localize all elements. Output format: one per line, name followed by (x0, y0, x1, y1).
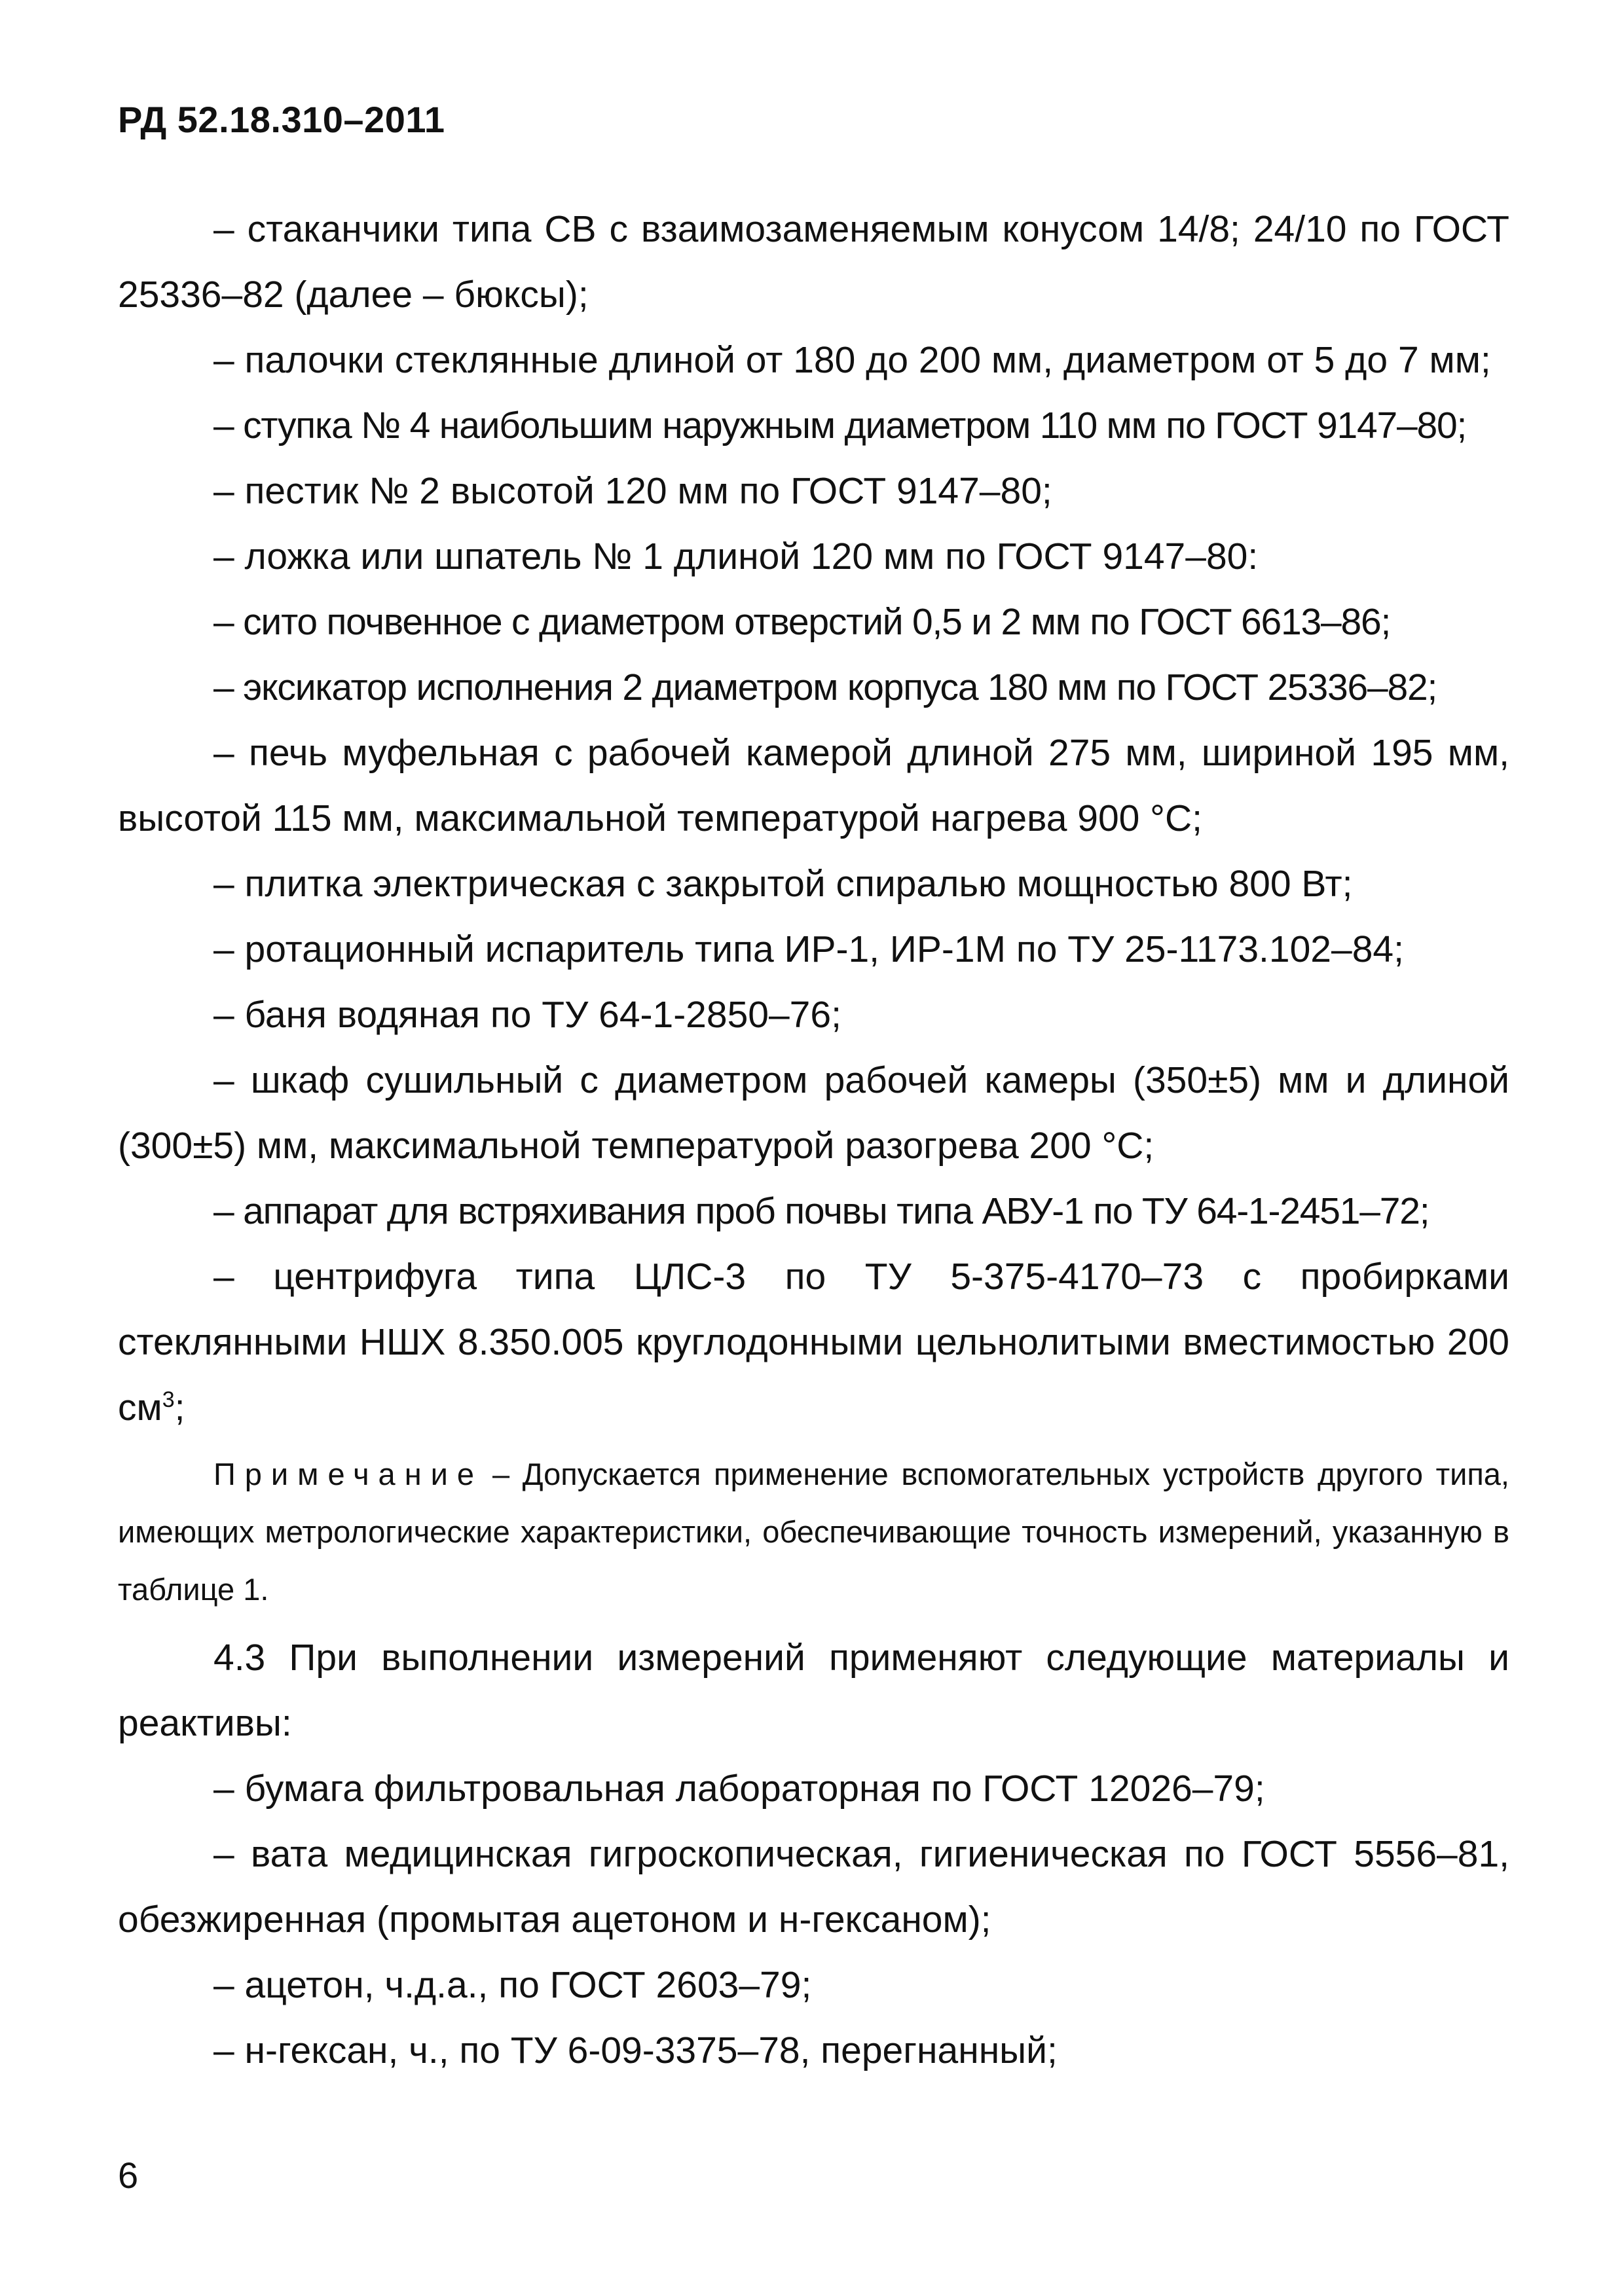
list-item: – стаканчики типа СВ с взаимозаменяемым конусом 14/8; 24/10 по ГОСТ 25336–82 (далее – бюксы); (118, 208, 1509, 316)
list-item: – ложка или шпатель № 1 длиной 120 мм по ГОСТ 9147–80: (213, 536, 1259, 577)
note-paragraph (118, 1446, 1509, 1618)
list-item: – ротационный испаритель типа ИР-1, ИР-1М по ТУ 25-1173.102–84; (213, 928, 1404, 970)
list-item: – ступка № 4 наибольшим наружным диаметром 110 мм по ГОСТ 9147–80; (213, 405, 1467, 446)
document-body (118, 196, 1509, 2083)
list-item: – печь муфельная с рабочей камерой длиной 275 мм, шириной 195 мм, высотой 115 мм, максимальной температурой нагрева 900 °С; (118, 732, 1509, 839)
material-item: – ацетон, ч.д.а., по ГОСТ 2603–79; (213, 1964, 812, 2006)
list-item: – палочки стеклянные длиной от 180 до 200 мм, диаметром от 5 до 7 мм; (213, 339, 1491, 381)
material-item: – вата медицинская гигроскопическая, гигиеническая по ГОСТ 5556–81, обезжиренная (промытая ацетоном и н-гексаном); (118, 1833, 1509, 1941)
list-item-centrifuge (118, 1244, 1509, 1440)
item-terminator: ; (174, 1387, 185, 1429)
list-item: – аппарат для встряхивания проб почвы типа АВУ-1 по ТУ 64-1-2451–72; (213, 1190, 1430, 1232)
note-text: – Допускается применение вспомогательных устройств другого типа, имеющих метрологические характеристики, обеспечивающие точность измерений, указанную в таблице 1. (118, 1457, 1509, 1607)
list-item: – шкаф сушильный с диаметром рабочей камеры (350±5) мм и длиной (300±5) мм, максимальной температурой разогрева 200 °С; (118, 1059, 1509, 1167)
material-item: – н-гексан, ч., по ТУ 6-09-3375–78, перегнанный; (213, 2030, 1058, 2071)
superscript-three: 3 (162, 1387, 175, 1412)
list-item: – баня водяная по ТУ 64-1-2850–76; (213, 994, 841, 1036)
material-item: – бумага фильтровальная лабораторная по ГОСТ 12026–79; (213, 1768, 1265, 1810)
page-number: 6 (118, 2155, 139, 2196)
note-label: Примечание (213, 1457, 484, 1491)
centrifuge-text: – центрифуга типа ЦЛС-3 по ТУ 5-375-4170–73 с пробирками стеклянными НШХ 8.350.005 круглодонными цельнолитыми вместимостью 200 см (118, 1256, 1509, 1429)
section-4-3-paragraph: 4.3 При выполнении измерений применяют следующие материалы и реактивы: (118, 1637, 1509, 1744)
list-item: – пестик № 2 высотой 120 мм по ГОСТ 9147–80; (213, 470, 1052, 512)
document-code-header: РД 52.18.310–2011 (118, 99, 445, 140)
list-item: – эксикатор исполнения 2 диаметром корпуса 180 мм по ГОСТ 25336–82; (213, 666, 1437, 708)
list-item: – плитка электрическая с закрытой спиралью мощностью 800 Вт; (213, 863, 1353, 905)
list-item: – сито почвенное с диаметром отверстий 0,5 и 2 мм по ГОСТ 6613–86; (213, 601, 1391, 643)
